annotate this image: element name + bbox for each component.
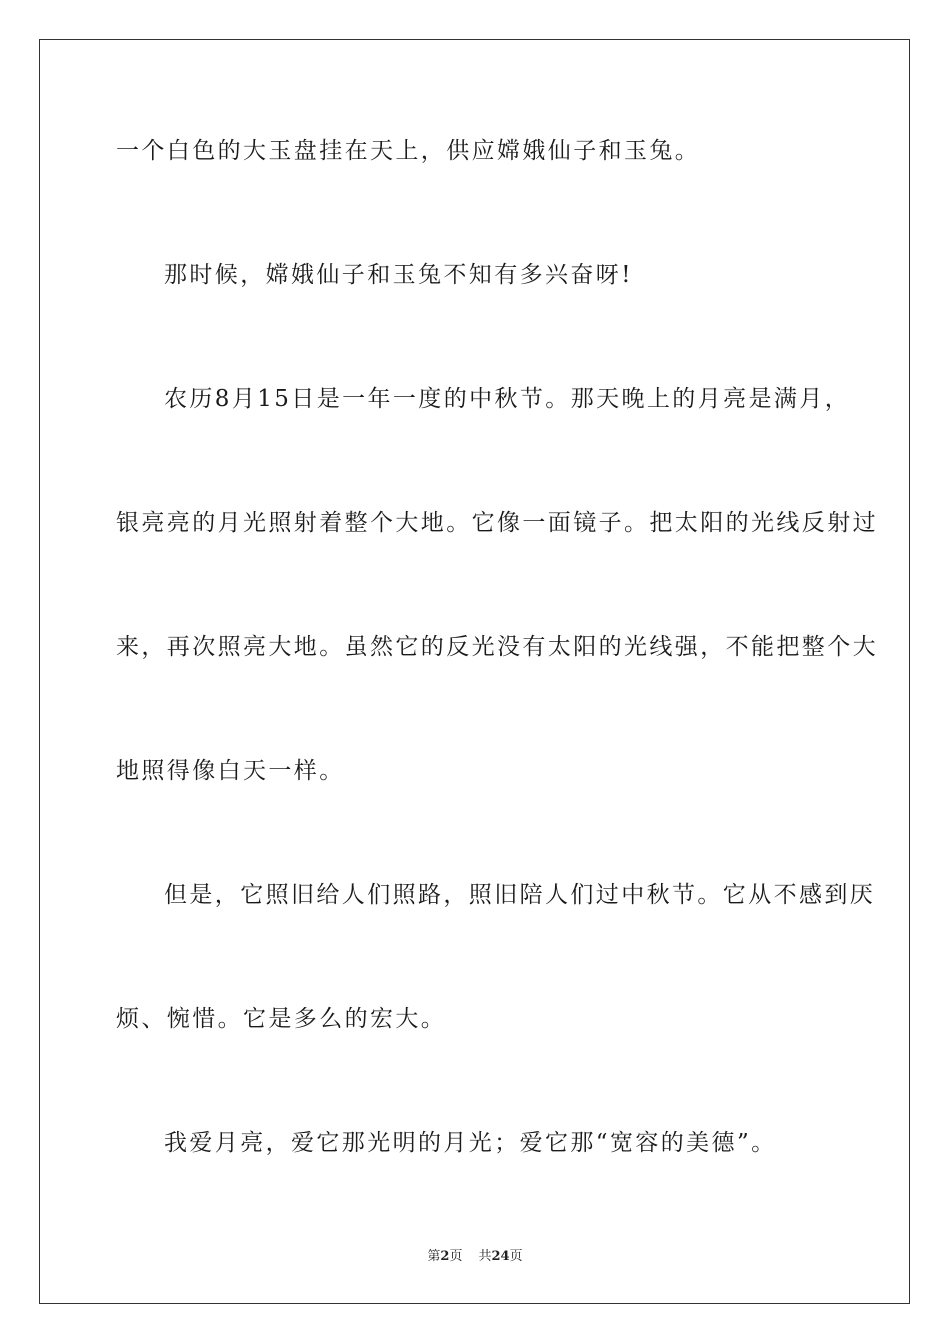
text-line-8: 烦、惋惜。它是多么的宏大。 (116, 1006, 447, 1032)
text-line-6: 地照得像白天一样。 (116, 758, 345, 784)
page-number: 2 (440, 1249, 450, 1264)
total-pages: 24 (491, 1249, 510, 1264)
page-suffix: 页 (449, 1249, 463, 1264)
text-line-5: 来，再次照亮大地。虽然它的反光没有太阳的光线强，不能把整个大 (116, 634, 878, 660)
text-line-3: 农历8月15日是一年一度的中秋节。那天晚上的月亮是满月， (164, 386, 851, 412)
page-border (39, 39, 910, 1304)
text-line-7: 但是，它照旧给人们照路，照旧陪人们过中秋节。它从不感到厌 (164, 882, 876, 908)
text-line-1: 一个白色的大玉盘挂在天上，供应嫦娥仙子和玉兔。 (116, 138, 701, 164)
text-line-9: 我爱月亮，爱它那光明的月光；爱它那“宽容的美德”。 (164, 1130, 777, 1156)
page-footer (0, 1248, 950, 1266)
total-suffix: 页 (509, 1249, 523, 1264)
page-prefix: 第 (427, 1249, 441, 1264)
total-prefix: 共 (478, 1249, 492, 1264)
text-line-2: 那时候，嫦娥仙子和玉兔不知有多兴奋呀! (164, 262, 633, 288)
text-line-4: 银亮亮的月光照射着整个大地。它像一面镜子。把太阳的光线反射过 (116, 510, 878, 536)
